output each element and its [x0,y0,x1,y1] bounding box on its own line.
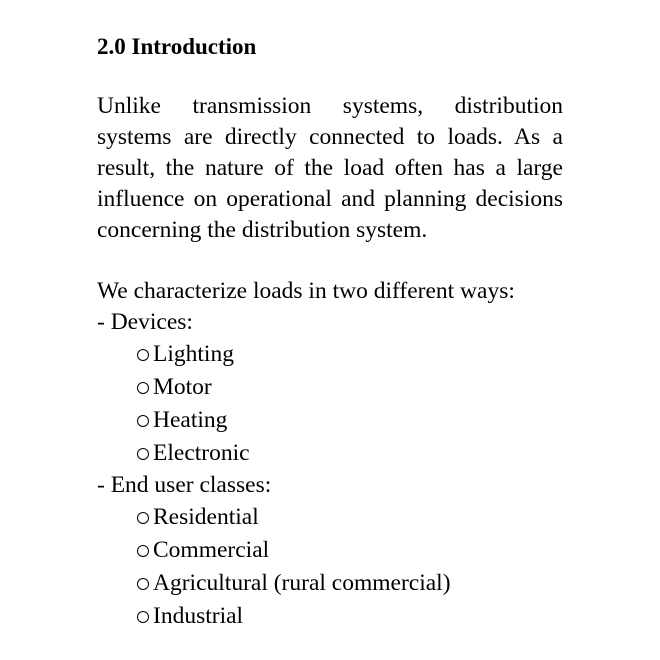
section-heading: 2.0 Introduction [97,34,257,59]
list-item [97,501,563,534]
hollow-circle-icon [137,415,149,427]
list-item [97,567,563,600]
group-label-devices: - Devices: [97,307,563,338]
list-item [97,534,563,567]
end-user-classes-list [97,501,563,633]
intro-paragraph: Unlike transmission systems, distribution systems are directly connected to loads. As a result, the nature of the load often has a large influence on operational and planning decisions concerning the distribution system. [97,93,563,243]
list-item-label: Agricultural (rural commercial) [153,570,451,596]
list-item-label: Lighting [153,341,234,367]
list-item-label: Residential [153,504,259,530]
document-page [97,30,563,633]
hollow-circle-icon [137,578,149,590]
devices-list [97,338,563,470]
hollow-circle-icon [137,349,149,361]
list-item-label: Electronic [153,440,250,466]
list-item [97,600,563,633]
list-item [97,437,563,470]
hollow-circle-icon [137,512,149,524]
characterize-line: We characterize loads in two different ways: [97,278,515,304]
list-item [97,338,563,371]
hollow-circle-icon [137,382,149,394]
list-item-label: Commercial [153,537,270,563]
list-item [97,371,563,404]
list-item-label: Industrial [153,603,244,629]
hollow-circle-icon [137,545,149,557]
list-item [97,404,563,437]
hollow-circle-icon [137,448,149,460]
group-devices [97,307,563,470]
list-item-label: Heating [153,407,228,433]
list-item-label: Motor [153,374,212,400]
group-label-end-user-classes: - End user classes: [97,470,563,501]
hollow-circle-icon [137,611,149,623]
group-end-user-classes [97,470,563,633]
